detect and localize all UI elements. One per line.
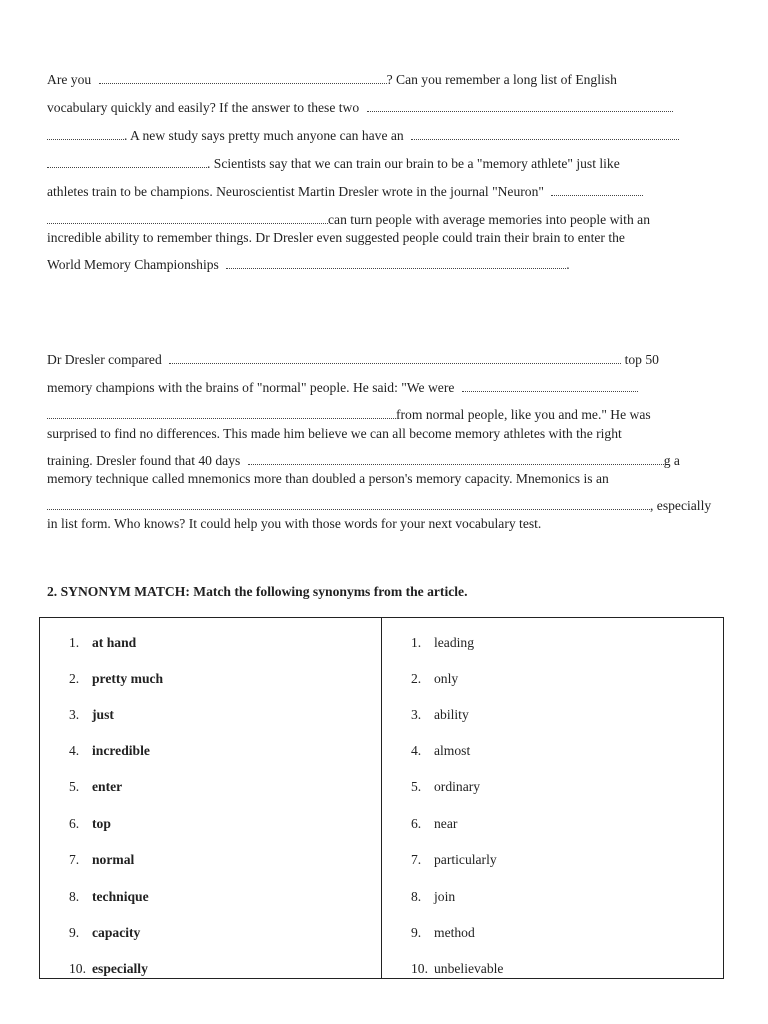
- list-item: [411, 887, 455, 907]
- item-number: 4.: [411, 743, 422, 758]
- passage2-line-2: [47, 379, 719, 396]
- item-word: ability: [434, 707, 469, 722]
- item-word: at hand: [92, 635, 137, 650]
- item-word: normal: [92, 852, 135, 867]
- passage-text: World Memory Championships: [47, 257, 219, 272]
- list-item: [411, 741, 470, 761]
- list-item: [69, 850, 134, 870]
- item-word: almost: [434, 743, 471, 758]
- list-item: [69, 669, 163, 689]
- passage1-line-3: [47, 127, 719, 144]
- item-number: 8.: [69, 889, 80, 904]
- section-heading: 2. SYNONYM MATCH: Match the following synonyms from the article.: [47, 584, 468, 599]
- list-item: [69, 923, 140, 943]
- gap-fill-blank[interactable]: [47, 406, 396, 419]
- passage-text: memory champions with the brains of "normal" people. He said: "We were: [47, 380, 455, 395]
- passage-text: memory technique called mnemonics more than doubled a person's memory capacity. Mnemonics is an: [47, 471, 609, 486]
- passage-text: from normal people, like you and me." He was: [396, 407, 651, 422]
- passage2-line-6: [47, 471, 719, 487]
- item-word: capacity: [92, 925, 141, 940]
- item-number: 6.: [69, 816, 80, 831]
- item-number: 9.: [411, 925, 422, 940]
- list-item: [411, 850, 497, 870]
- passage-text: incredible ability to remember things. Dr Dresler even suggested people could train their brain to enter the: [47, 230, 625, 245]
- passage-text: can turn people with average memories into people with an: [328, 212, 650, 227]
- gap-fill-blank[interactable]: [462, 379, 638, 392]
- passage-text: Are you: [47, 72, 92, 87]
- list-item: [411, 705, 469, 725]
- passage-text: athletes train to be champions. Neuroscientist Martin Dresler wrote in the journal "Neuron": [47, 184, 544, 199]
- list-item: [69, 741, 150, 761]
- item-number: 5.: [69, 779, 80, 794]
- gap-fill-blank[interactable]: [169, 351, 621, 364]
- item-number: 4.: [69, 743, 80, 758]
- list-item: [411, 959, 503, 979]
- passage2-line-4: [47, 426, 719, 442]
- item-word: technique: [92, 889, 149, 904]
- item-word: especially: [92, 961, 148, 976]
- gap-fill-blank[interactable]: [47, 497, 650, 510]
- item-word: top: [92, 816, 111, 831]
- item-number: 2.: [69, 671, 80, 686]
- list-item: [69, 887, 149, 907]
- list-item: [411, 923, 475, 943]
- item-word: method: [434, 925, 475, 940]
- gap-fill-blank[interactable]: [47, 211, 328, 224]
- gap-fill-blank[interactable]: [551, 183, 643, 196]
- item-word: near: [434, 816, 458, 831]
- passage-text: .: [566, 257, 570, 272]
- passage2-line-3: [47, 406, 719, 423]
- item-number: 8.: [411, 889, 422, 904]
- passage1-line-2: [47, 99, 719, 116]
- list-item: [69, 633, 136, 653]
- item-number: 9.: [69, 925, 80, 940]
- list-item: [69, 705, 114, 725]
- item-number: 3.: [411, 707, 422, 722]
- item-number: 10.: [69, 961, 86, 976]
- list-item: [411, 633, 474, 653]
- passage-text: Dr Dresler compared: [47, 352, 162, 367]
- gap-fill-blank[interactable]: [248, 452, 664, 465]
- list-item: [69, 777, 122, 797]
- item-word: ordinary: [434, 779, 481, 794]
- item-number: 5.: [411, 779, 422, 794]
- gap-fill-blank[interactable]: [367, 99, 673, 112]
- item-word: incredible: [92, 743, 150, 758]
- item-word: particularly: [434, 852, 497, 867]
- gap-fill-blank[interactable]: [47, 127, 124, 140]
- passage-text: top 50: [624, 352, 659, 367]
- item-number: 7.: [411, 852, 422, 867]
- passage-text: . Scientists say that we can train our brain to be a "memory athlete" just like: [207, 156, 620, 171]
- passage-text: in list form. Who knows? It could help you with those words for your next vocabulary test.: [47, 516, 542, 531]
- passage2-line-7: [47, 497, 719, 514]
- item-word: enter: [92, 779, 123, 794]
- passage-text: . A new study says pretty much anyone can have an: [124, 128, 404, 143]
- item-number: 10.: [411, 961, 428, 976]
- item-word: pretty much: [92, 671, 164, 686]
- passage2-line-8: [47, 516, 719, 532]
- item-word: join: [434, 889, 456, 904]
- item-word: unbelievable: [434, 961, 504, 976]
- list-item: [411, 814, 457, 834]
- item-number: 3.: [69, 707, 80, 722]
- passage-text: , especially: [650, 498, 712, 513]
- passage1-line-7: [47, 230, 719, 246]
- passage1-line-4: [47, 155, 719, 172]
- passage-text: surprised to find no differences. This made him believe we can all become memory athletes with the right: [47, 426, 622, 441]
- item-word: just: [92, 707, 114, 722]
- item-number: 1.: [411, 635, 422, 650]
- item-number: 7.: [69, 852, 80, 867]
- gap-fill-blank[interactable]: [411, 127, 679, 140]
- list-item: [69, 959, 148, 979]
- passage-text: vocabulary quickly and easily? If the answer to these two: [47, 100, 360, 115]
- item-number: 2.: [411, 671, 422, 686]
- item-word: leading: [434, 635, 475, 650]
- list-item: [69, 814, 111, 834]
- passage1-line-8: [47, 256, 719, 273]
- passage2-line-5: [47, 452, 719, 469]
- item-number: 1.: [69, 635, 80, 650]
- passage1-line-1: [47, 71, 719, 88]
- item-number: 6.: [411, 816, 422, 831]
- list-item: [411, 777, 480, 797]
- list-item: [411, 669, 458, 689]
- passage1-line-6: [47, 211, 719, 228]
- passage2-line-1: [47, 351, 719, 368]
- passage-text: training. Dresler found that 40 days: [47, 453, 241, 468]
- gap-fill-blank[interactable]: [99, 71, 387, 84]
- passage-text: ? Can you remember a long list of English: [386, 72, 617, 87]
- passage-text: g a: [663, 453, 680, 468]
- gap-fill-blank[interactable]: [47, 155, 207, 168]
- gap-fill-blank[interactable]: [226, 256, 566, 269]
- table-divider: [381, 617, 382, 979]
- passage1-line-5: [47, 183, 719, 200]
- item-word: only: [434, 671, 459, 686]
